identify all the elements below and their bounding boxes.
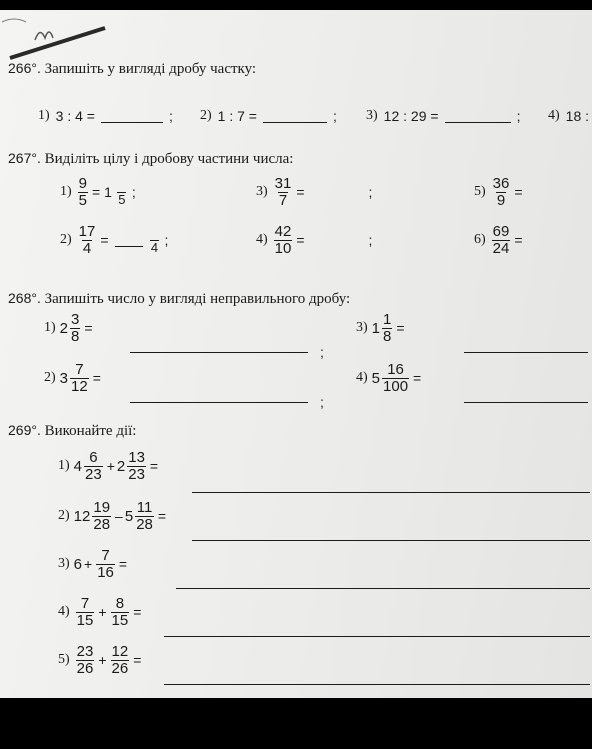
item-label: 2) [200, 108, 212, 123]
answer-line[interactable] [164, 636, 590, 637]
answer-line[interactable] [176, 588, 590, 589]
item-label: 3) [366, 108, 378, 123]
denominator: 24 [492, 239, 510, 257]
answer-line[interactable] [130, 402, 308, 403]
task-268-heading [8, 290, 350, 308]
item-label: 3) [256, 184, 268, 200]
task-text: Виконайте дії: [44, 423, 137, 439]
numerator: 3 [71, 311, 80, 328]
equals: = [396, 320, 405, 337]
numerator: 42 [274, 223, 292, 240]
equals: = [296, 184, 305, 201]
task-267-item-4: 4) $\frac{42}{10}$ = ; [256, 223, 373, 257]
equals: = [118, 556, 128, 573]
item-label: 4) [356, 370, 368, 386]
denominator: 15 [111, 611, 129, 629]
numerator: 36 [492, 175, 510, 192]
task-number: 267°. [8, 150, 41, 166]
item-label: 5) [58, 652, 70, 668]
separator: ; [168, 108, 173, 124]
separator: ; [320, 344, 324, 360]
denominator: 26 [76, 659, 94, 677]
numerator: 17 [78, 223, 96, 240]
equals: = [92, 370, 101, 387]
denominator: 7 [278, 191, 288, 209]
numerator: 6 [89, 449, 98, 466]
equals: = [157, 508, 167, 525]
answer-line[interactable] [192, 492, 590, 493]
task-267-heading [8, 150, 293, 168]
whole-part: 2 [116, 457, 126, 475]
whole-part: 5 [371, 369, 381, 387]
operator: + [106, 458, 115, 475]
whole-part: 3 [59, 369, 69, 387]
worksheet-page [0, 10, 592, 698]
task-269-item-3 [58, 548, 129, 581]
item-label: 3) [58, 556, 70, 572]
item-label: 1) [58, 458, 70, 474]
denominator: 8 [71, 327, 80, 345]
answer-line[interactable] [101, 110, 163, 123]
task-269-item-5 [58, 644, 143, 677]
answer-line[interactable] [464, 352, 588, 353]
answer-line[interactable] [263, 110, 327, 123]
task-268-item-1 [44, 312, 95, 345]
task-text: Виділіть цілу і дробову частини числа: [44, 151, 294, 167]
task-269-item-1 [58, 450, 160, 483]
numerator: 11 [136, 499, 153, 516]
task-267-item-2: 2) $\frac{17}{4}$ = 4 ; [60, 223, 169, 257]
numerator: 19 [93, 499, 111, 516]
answer-line[interactable] [130, 352, 308, 353]
answer-line[interactable] [445, 110, 511, 123]
separator: ; [332, 108, 337, 124]
operator: + [98, 604, 107, 621]
answer-line[interactable] [464, 402, 588, 403]
equals: = [413, 370, 422, 387]
equals: = [514, 232, 523, 249]
numerator: 1 [383, 311, 392, 328]
denominator: 16 [97, 563, 114, 581]
item-expression: 12 : 29 = [383, 108, 439, 124]
numerator: 8 [115, 595, 125, 612]
operator: – [115, 508, 123, 525]
item-label: 1) [44, 320, 56, 336]
item-label: 4) [58, 604, 70, 620]
numerator: 31 [274, 175, 292, 192]
numerator: 9 [78, 175, 88, 192]
task-269-item-4 [58, 596, 143, 629]
task-text: Запишіть у вигляді дробу частку: [44, 61, 257, 77]
denominator: 4 [82, 239, 92, 257]
whole-part: 1 [371, 319, 381, 337]
separator: ; [320, 394, 324, 410]
numerator: 7 [75, 361, 84, 378]
item-label: 2) [58, 508, 70, 524]
item-label: 3) [356, 320, 368, 336]
numerator: 69 [492, 223, 510, 240]
task-267-item-5 [474, 176, 525, 209]
denominator: 10 [274, 239, 292, 257]
item-expression: 1 : 7 = [217, 108, 257, 124]
task-268-item-3 [356, 312, 407, 345]
equals: = [296, 232, 305, 249]
task-268-item-2 [44, 362, 103, 395]
equals: = [133, 652, 142, 669]
task-number: 266°. [8, 60, 41, 76]
whole-part: 4 [73, 457, 83, 475]
equals: = [149, 458, 159, 475]
answer-line[interactable] [115, 234, 143, 247]
task-266-item-4 [548, 108, 591, 124]
task-267-item-1: 1) $\frac{9}{5}$ = 1 5 ; [60, 175, 136, 209]
task-266-item-3 [366, 108, 522, 124]
task-number: 269°. [8, 422, 41, 438]
operator: + [84, 556, 93, 573]
item-label: 5) [474, 184, 486, 200]
whole-part: 6 [73, 555, 83, 573]
denominator: 8 [383, 327, 392, 345]
denominator: 4 [150, 239, 159, 255]
task-266-heading [8, 60, 256, 78]
denominator: 5 [78, 191, 88, 209]
task-269-heading [8, 422, 136, 440]
numerator: 13 [128, 449, 145, 466]
equals: = [133, 604, 142, 621]
equals: = [514, 184, 523, 201]
answer-line[interactable] [164, 684, 590, 685]
denominator: 5 [118, 191, 126, 207]
task-266-item-2 [200, 108, 339, 124]
task-number: 268°. [8, 290, 41, 306]
equals: = 1 [92, 184, 112, 201]
denominator: 28 [93, 515, 111, 533]
numerator: 23 [76, 643, 94, 660]
whole-part: 2 [59, 319, 69, 337]
item-expression: 18 : [565, 108, 590, 124]
denominator: 100 [383, 377, 409, 395]
equals: = [84, 320, 93, 337]
item-label: 2) [44, 370, 56, 386]
denominator: 9 [496, 191, 506, 209]
numerator: 7 [80, 595, 90, 612]
denominator: 15 [76, 611, 94, 629]
item-label: 2) [60, 232, 72, 248]
separator: ; [516, 108, 521, 124]
whole-part: 5 [124, 507, 134, 525]
item-label: 4) [256, 232, 268, 248]
denominator: 23 [85, 465, 102, 483]
task-269-item-2 [58, 500, 168, 533]
denominator: 26 [111, 659, 129, 677]
task-text: Запишіть число у вигляді неправильного дробу: [44, 291, 351, 307]
item-expression: 3 : 4 = [55, 108, 95, 124]
item-label: 1) [38, 108, 50, 123]
answer-line[interactable] [192, 540, 590, 541]
pen-doodle-image [0, 10, 120, 65]
whole-part: 12 [73, 507, 91, 525]
denominator: 23 [128, 465, 145, 483]
operator: + [98, 652, 107, 669]
task-267-item-3: 3) $\frac{31}{7}$ = ; [256, 175, 373, 209]
numerator: 16 [387, 361, 404, 378]
task-266-item-1 [38, 108, 175, 124]
denominator: 12 [71, 377, 88, 395]
numerator: 12 [111, 643, 129, 660]
item-label: 4) [548, 108, 560, 123]
denominator: 28 [136, 515, 153, 533]
item-label: 1) [60, 184, 72, 200]
numerator: 7 [101, 547, 110, 564]
task-268-item-4 [356, 362, 423, 395]
task-267-item-6 [474, 224, 525, 257]
equals: = [100, 232, 109, 249]
item-label: 6) [474, 232, 486, 248]
